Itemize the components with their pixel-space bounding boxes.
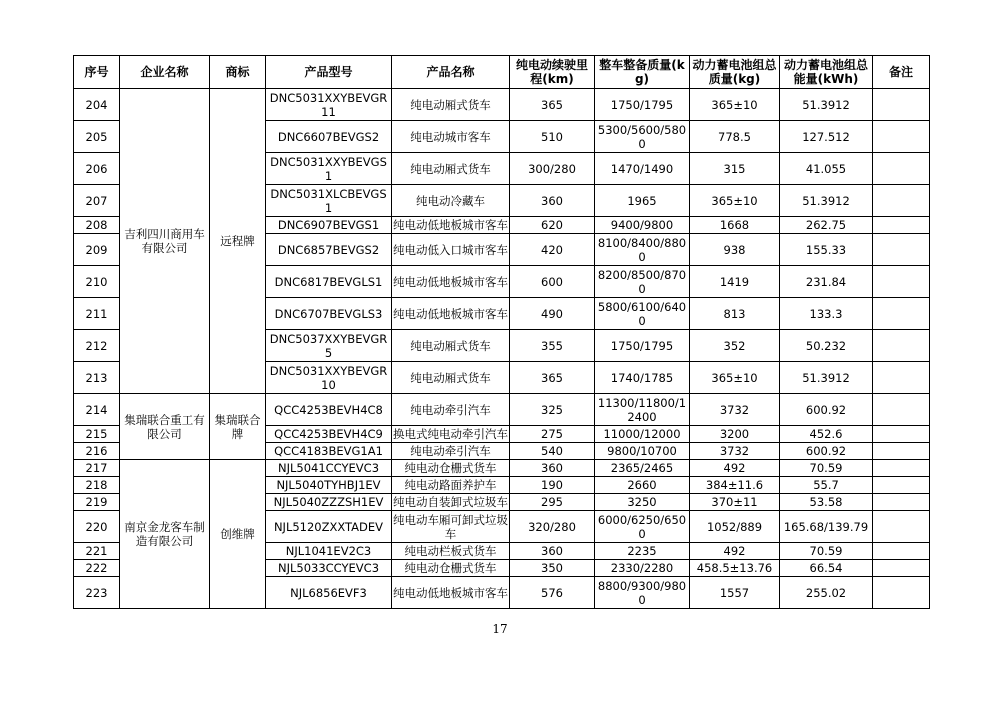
cell-range: 600 — [510, 266, 595, 298]
cell-mass: 8200/8500/8700 — [595, 266, 690, 298]
cell-model: NJL5041CCYEVC3 — [266, 460, 392, 477]
cell-range: 620 — [510, 217, 595, 234]
cell-note — [873, 362, 930, 394]
cell-battery-mass: 813 — [690, 298, 780, 330]
cell-note — [873, 477, 930, 494]
cell-range: 355 — [510, 330, 595, 362]
cell-name: 纯电动牵引汽车 — [392, 394, 510, 426]
cell-range: 350 — [510, 560, 595, 577]
cell-note — [873, 460, 930, 477]
cell-mass: 1750/1795 — [595, 89, 690, 121]
cell-battery-mass: 492 — [690, 460, 780, 477]
cell-note — [873, 121, 930, 153]
cell-range: 325 — [510, 394, 595, 426]
cell-mass: 6000/6250/6500 — [595, 511, 690, 543]
cell-name: 纯电动牵引汽车 — [392, 443, 510, 460]
cell-seq: 211 — [74, 298, 120, 330]
cell-mass: 5800/6100/6400 — [595, 298, 690, 330]
cell-name: 纯电动低地板城市客车 — [392, 266, 510, 298]
cell-model: NJL1041EV2C3 — [266, 543, 392, 560]
cell-battery-energy: 452.6 — [780, 426, 873, 443]
cell-seq: 215 — [74, 426, 120, 443]
cell-battery-mass: 1419 — [690, 266, 780, 298]
cell-model: NJL6856EVF3 — [266, 577, 392, 609]
cell-model: QCC4253BEVH4C8 — [266, 394, 392, 426]
header-note: 备注 — [873, 56, 930, 89]
cell-mass: 1740/1785 — [595, 362, 690, 394]
cell-name: 纯电动低地板城市客车 — [393, 218, 508, 232]
cell-mass: 3250 — [595, 494, 690, 511]
table-body — [74, 89, 930, 609]
table-row — [74, 394, 930, 426]
cell-mass: 1470/1490 — [595, 153, 690, 185]
cell-battery-energy: 262.75 — [780, 217, 873, 234]
cell-seq: 206 — [74, 153, 120, 185]
group-company: 集瑞联合重工有限公司 — [120, 394, 210, 460]
group-brand: 集瑞联合牌 — [210, 394, 266, 460]
cell-mass: 8800/9300/9800 — [595, 577, 690, 609]
cell-name: 换电式纯电动牵引汽车 — [393, 427, 508, 441]
cell-mass: 1965 — [595, 185, 690, 217]
cell-range: 300/280 — [510, 153, 595, 185]
cell-model: NJL5033CCYEVC3 — [266, 560, 392, 577]
cell-model: DNC5031XXYBEVGR10 — [266, 362, 392, 394]
header-range: 纯电动续驶里程(km) — [510, 56, 595, 89]
cell-battery-energy: 66.54 — [780, 560, 873, 577]
cell-name: 纯电动自装卸式垃圾车 — [393, 495, 508, 509]
page-number: 17 — [492, 622, 508, 636]
cell-range: 360 — [510, 185, 595, 217]
cell-battery-energy: 255.02 — [780, 577, 873, 609]
cell-mass: 5300/5600/5800 — [595, 121, 690, 153]
cell-battery-energy: 155.33 — [780, 234, 873, 266]
cell-note — [873, 543, 930, 560]
cell-range: 510 — [510, 121, 595, 153]
cell-model: DNC5031XXYBEVGS1 — [266, 153, 392, 185]
cell-battery-energy: 165.68/139.79 — [780, 511, 873, 543]
cell-note — [873, 394, 930, 426]
cell-battery-mass: 365±10 — [690, 185, 780, 217]
cell-battery-energy: 51.3912 — [780, 89, 873, 121]
header-company: 企业名称 — [120, 56, 210, 89]
cell-seq: 213 — [74, 362, 120, 394]
cell-note — [873, 153, 930, 185]
cell-seq: 222 — [74, 560, 120, 577]
cell-mass: 2660 — [595, 477, 690, 494]
vehicle-catalog-table — [73, 55, 930, 609]
cell-seq: 218 — [74, 477, 120, 494]
cell-battery-energy: 41.055 — [780, 153, 873, 185]
cell-model: QCC4183BEVG1A1 — [266, 443, 392, 460]
cell-name: 纯电动路面养护车 — [392, 477, 510, 494]
cell-note — [873, 443, 930, 460]
group-company: 南京金龙客车制造有限公司 — [120, 460, 210, 609]
cell-range: 540 — [510, 443, 595, 460]
cell-battery-energy: 70.59 — [780, 460, 873, 477]
cell-model: DNC6857BEVGS2 — [266, 234, 392, 266]
cell-battery-energy: 231.84 — [780, 266, 873, 298]
cell-name: 纯电动厢式货车 — [392, 153, 510, 185]
cell-seq: 205 — [74, 121, 120, 153]
header-row — [74, 56, 930, 89]
header-model: 产品型号 — [266, 56, 392, 89]
cell-note — [873, 560, 930, 577]
cell-range: 365 — [510, 362, 595, 394]
cell-model: DNC5031XLCBEVGS1 — [266, 185, 392, 217]
cell-battery-mass: 938 — [690, 234, 780, 266]
cell-model: DNC6707BEVGLS3 — [266, 298, 392, 330]
cell-battery-energy: 51.3912 — [780, 362, 873, 394]
cell-name: 纯电动城市客车 — [392, 121, 510, 153]
cell-model: NJL5040ZZZSH1EV — [266, 494, 392, 511]
table-row — [74, 89, 930, 121]
cell-battery-energy: 600.92 — [780, 394, 873, 426]
cell-battery-mass: 3732 — [690, 443, 780, 460]
cell-name: 纯电动仓栅式货车 — [392, 460, 510, 477]
cell-note — [873, 330, 930, 362]
header-mass: 整车整备质量(kg) — [595, 56, 690, 89]
cell-seq: 217 — [74, 460, 120, 477]
cell-seq: 210 — [74, 266, 120, 298]
cell-model: DNC5037XXYBEVGR5 — [266, 330, 392, 362]
cell-mass: 8100/8400/8800 — [595, 234, 690, 266]
cell-seq: 221 — [74, 543, 120, 560]
cell-battery-mass: 492 — [690, 543, 780, 560]
cell-note — [873, 217, 930, 234]
cell-seq: 207 — [74, 185, 120, 217]
cell-model: NJL5120ZXXTADEV — [266, 511, 392, 543]
table-row — [74, 460, 930, 477]
cell-mass: 2235 — [595, 543, 690, 560]
cell-battery-energy: 127.512 — [780, 121, 873, 153]
cell-mass: 2330/2280 — [595, 560, 690, 577]
cell-battery-mass: 458.5±13.76 — [690, 560, 780, 577]
cell-battery-energy: 70.59 — [780, 543, 873, 560]
cell-range: 576 — [510, 577, 595, 609]
cell-mass: 9800/10700 — [595, 443, 690, 460]
cell-note — [873, 426, 930, 443]
cell-seq: 209 — [74, 234, 120, 266]
cell-battery-mass: 3732 — [690, 394, 780, 426]
cell-name: 纯电动冷藏车 — [392, 185, 510, 217]
cell-battery-energy: 50.232 — [780, 330, 873, 362]
cell-range: 360 — [510, 543, 595, 560]
cell-battery-energy: 133.3 — [780, 298, 873, 330]
cell-battery-mass: 365±10 — [690, 362, 780, 394]
cell-range: 490 — [510, 298, 595, 330]
cell-range: 190 — [510, 477, 595, 494]
cell-seq: 204 — [74, 89, 120, 121]
cell-model: DNC6907BEVGS1 — [266, 217, 392, 234]
cell-seq: 223 — [74, 577, 120, 609]
cell-battery-mass: 365±10 — [690, 89, 780, 121]
cell-note — [873, 494, 930, 511]
cell-battery-mass: 370±11 — [690, 494, 780, 511]
cell-name: 纯电动低入口城市客车 — [392, 234, 510, 266]
cell-name: 纯电动厢式货车 — [392, 330, 510, 362]
cell-seq: 216 — [74, 443, 120, 460]
cell-model: QCC4253BEVH4C9 — [266, 426, 392, 443]
cell-battery-mass: 1557 — [690, 577, 780, 609]
cell-name: 纯电动栏板式货车 — [392, 543, 510, 560]
cell-mass: 9400/9800 — [595, 217, 690, 234]
cell-model: DNC6817BEVGLS1 — [266, 266, 392, 298]
cell-battery-mass: 384±11.6 — [690, 477, 780, 494]
cell-note — [873, 577, 930, 609]
cell-name: 纯电动低地板城市客车 — [392, 577, 510, 609]
header-seq: 序号 — [74, 56, 120, 89]
group-company: 吉利四川商用车有限公司 — [120, 89, 210, 394]
cell-note — [873, 298, 930, 330]
cell-range: 420 — [510, 234, 595, 266]
cell-seq: 219 — [74, 494, 120, 511]
cell-battery-energy: 55.7 — [780, 477, 873, 494]
cell-note — [873, 89, 930, 121]
cell-note — [873, 511, 930, 543]
cell-name: 纯电动车厢可卸式垃圾车 — [393, 512, 508, 541]
cell-name: 纯电动低地板城市客车 — [392, 298, 510, 330]
cell-seq: 214 — [74, 394, 120, 426]
cell-model: DNC5031XXYBEVGR11 — [266, 89, 392, 121]
cell-note — [873, 185, 930, 217]
cell-battery-mass: 3200 — [690, 426, 780, 443]
cell-note — [873, 234, 930, 266]
cell-mass: 11300/11800/12400 — [595, 394, 690, 426]
group-brand: 远程牌 — [210, 89, 266, 394]
cell-range: 365 — [510, 89, 595, 121]
cell-battery-mass: 315 — [690, 153, 780, 185]
cell-battery-energy: 600.92 — [780, 443, 873, 460]
header-battery-mass: 动力蓄电池组总质量(kg) — [690, 56, 780, 89]
group-brand: 创维牌 — [210, 460, 266, 609]
cell-range: 275 — [510, 426, 595, 443]
cell-note — [873, 266, 930, 298]
cell-battery-energy: 53.58 — [780, 494, 873, 511]
cell-model: DNC6607BEVGS2 — [266, 121, 392, 153]
cell-seq: 212 — [74, 330, 120, 362]
cell-mass: 2365/2465 — [595, 460, 690, 477]
cell-battery-mass: 1668 — [690, 217, 780, 234]
header-battery-energy: 动力蓄电池组总能量(kWh) — [780, 56, 873, 89]
cell-name: 纯电动厢式货车 — [392, 89, 510, 121]
cell-name: 纯电动仓栅式货车 — [392, 560, 510, 577]
cell-mass: 11000/12000 — [595, 426, 690, 443]
cell-battery-mass: 778.5 — [690, 121, 780, 153]
cell-battery-energy: 51.3912 — [780, 185, 873, 217]
cell-name: 纯电动厢式货车 — [392, 362, 510, 394]
cell-range: 360 — [510, 460, 595, 477]
cell-seq: 220 — [74, 511, 120, 543]
cell-battery-mass: 352 — [690, 330, 780, 362]
cell-seq: 208 — [74, 217, 120, 234]
header-name: 产品名称 — [392, 56, 510, 89]
cell-range: 295 — [510, 494, 595, 511]
cell-battery-mass: 1052/889 — [690, 511, 780, 543]
cell-model: NJL5040TYHBJ1EV — [266, 477, 392, 494]
cell-range: 320/280 — [510, 511, 595, 543]
cell-mass: 1750/1795 — [595, 330, 690, 362]
header-brand: 商标 — [210, 56, 266, 89]
